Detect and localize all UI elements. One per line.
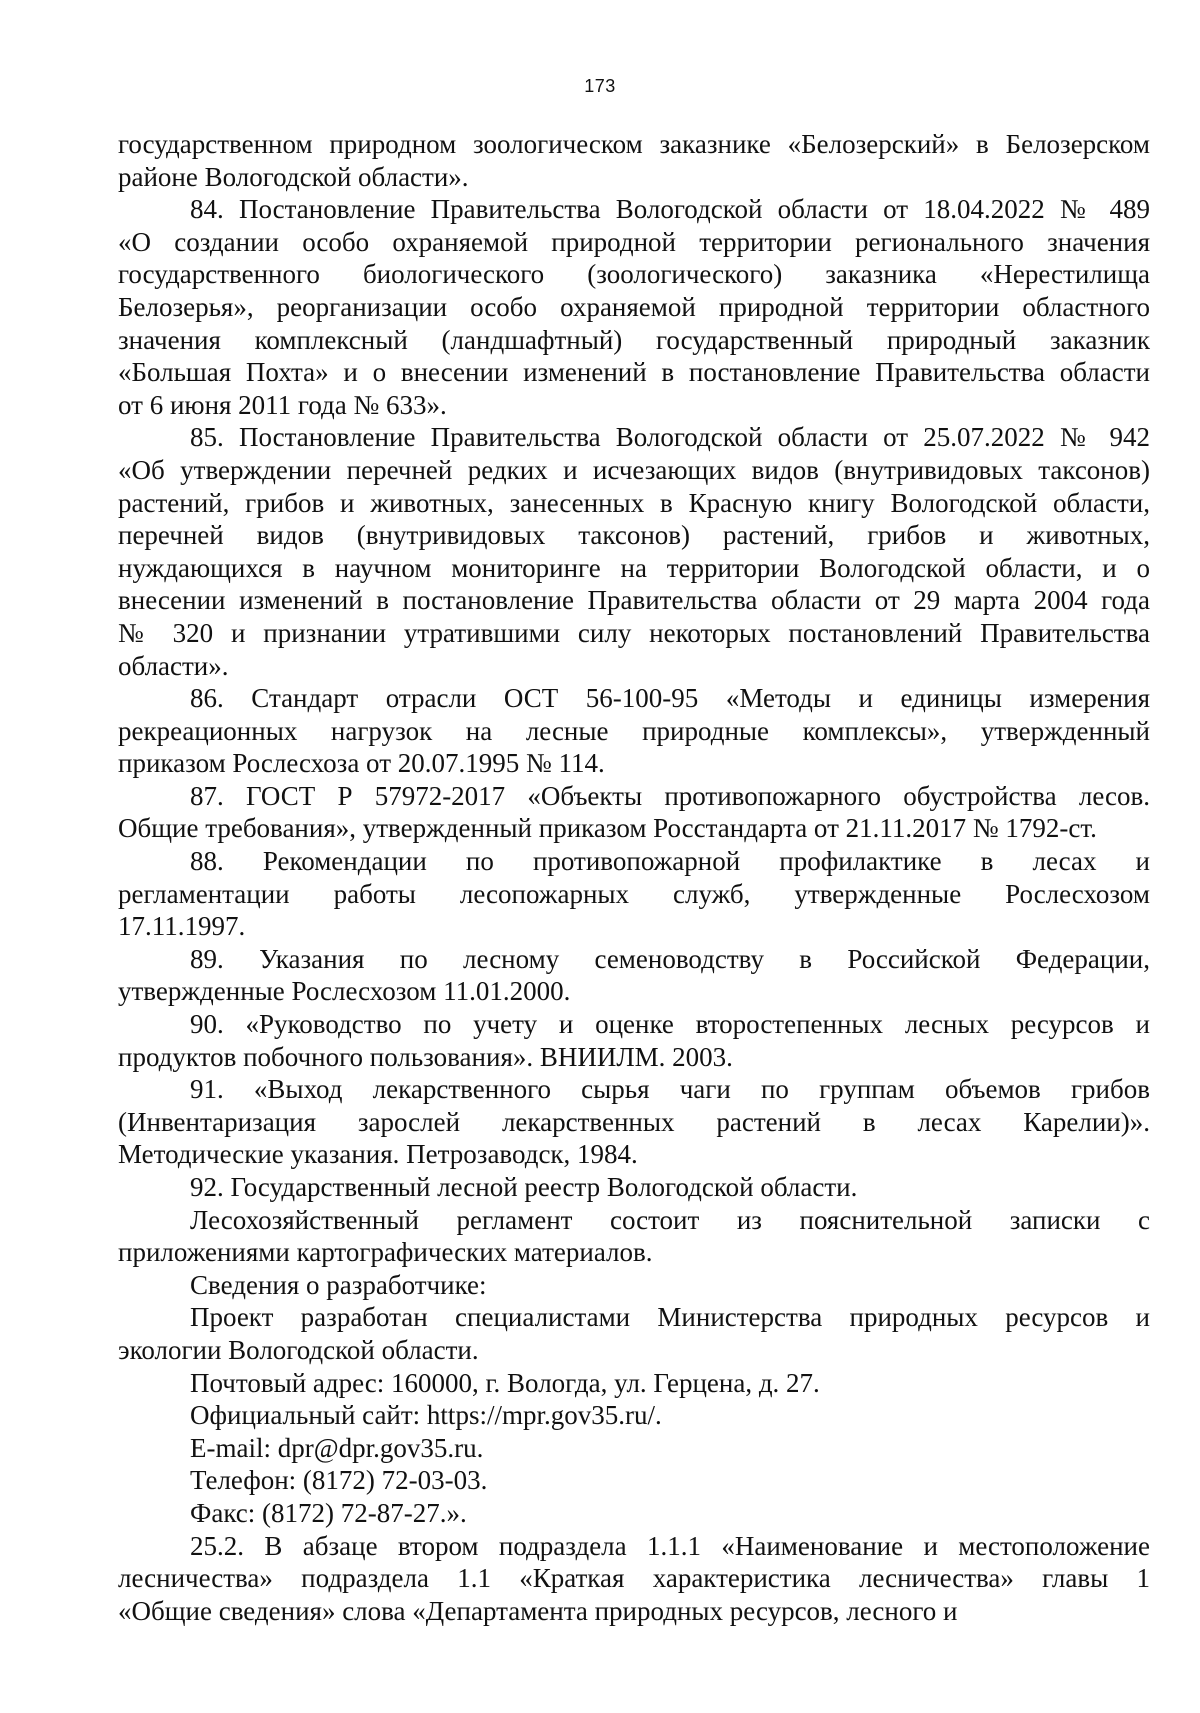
text-line: государственном природном зоологическом заказнике «Белозерский» в Белозерском — [118, 129, 1150, 159]
paragraph — [118, 682, 1150, 780]
text-line: продуктов побочного пользования». ВНИИЛМ. 2003. — [118, 1041, 733, 1072]
text-line: утвержденные Рослесхозом 11.01.2000. — [118, 976, 571, 1007]
text-line: 91. «Выход лекарственного сырья чаги по группам объемов грибов — [190, 1074, 1150, 1105]
paragraph — [118, 1204, 1150, 1269]
paragraph — [118, 1432, 1150, 1465]
paragraph — [118, 193, 1150, 421]
paragraph — [118, 1367, 1150, 1400]
text-line: Лесохозяйственный регламент состоит из пояснительной записки с — [190, 1204, 1150, 1235]
text-line: (Инвентаризация зарослей лекарственных растений в лесах Карелии)». — [118, 1106, 1150, 1137]
text-line: 89. Указания по лесному семеноводству в Российской Федерации, — [190, 943, 1150, 974]
text-line: экологии Вологодской области. — [118, 1334, 479, 1365]
text-line: регламентации работы лесопожарных служб, утвержденные Рослесхозом — [118, 878, 1150, 909]
text-line: Почтовый адрес: 160000, г. Вологда, ул. Герцена, д. 27. — [190, 1367, 820, 1398]
page-number: 173 — [584, 76, 616, 96]
text-line: Официальный сайт: https://mpr.gov35.ru/. — [190, 1400, 662, 1431]
text-line: значения комплексный (ландшафтный) государственный природный заказник — [118, 324, 1150, 355]
paragraph — [118, 845, 1150, 943]
text-line: районе Вологодской области». — [118, 161, 469, 192]
text-line: Общие требования», утвержденный приказом Росстандарта от 21.11.2017 № 1792-ст. — [118, 813, 1097, 844]
text-line: Белозерья», реорганизации особо охраняемой природной территории областного — [118, 291, 1150, 322]
text-line: 86. Стандарт отрасли ОСТ 56-100-95 «Методы и единицы измерения — [190, 683, 1150, 714]
text-line: Телефон: (8172) 72-03-03. — [190, 1465, 488, 1496]
text-line: 85. Постановление Правительства Вологодской области от 25.07.2022 № 942 — [190, 422, 1150, 453]
text-line: 17.11.1997. — [118, 911, 246, 942]
text-line: лесничества» подраздела 1.1 «Краткая характеристика лесничества» главы 1 — [118, 1563, 1150, 1594]
paragraph — [118, 1073, 1150, 1171]
text-line: Сведения о разработчике: — [190, 1269, 487, 1300]
paragraph — [118, 128, 1150, 193]
text-line: E-mail: dpr@dpr.gov35.ru. — [190, 1432, 484, 1463]
paragraph — [118, 1497, 1150, 1530]
text-line: 92. Государственный лесной реестр Вологодской области. — [190, 1172, 858, 1202]
text-line: нуждающихся в научном мониторинге на территории Вологодской области, и о — [118, 552, 1150, 583]
text-line: 88. Рекомендации по противопожарной профилактике в лесах и — [190, 846, 1150, 877]
text-line: 84. Постановление Правительства Вологодской области от 18.04.2022 № 489 — [190, 194, 1150, 225]
text-line: приложениями картографических материалов. — [118, 1237, 653, 1268]
document-body — [118, 128, 1150, 1627]
text-line: «Общие сведения» слова «Департамента природных ресурсов, лесного и — [118, 1595, 958, 1626]
paragraph — [118, 1530, 1150, 1628]
paragraph — [118, 943, 1150, 1008]
text-line: растений, грибов и животных, занесенных в Красную книгу Вологодской области, — [118, 487, 1150, 518]
text-line: 90. «Руководство по учету и оценке второстепенных лесных ресурсов и — [190, 1009, 1150, 1040]
text-line: приказом Рослесхоза от 20.07.1995 № 114. — [118, 748, 605, 779]
text-line: государственного биологического (зоологического) заказника «Нерестилища — [118, 259, 1150, 290]
paragraph — [118, 780, 1150, 845]
text-line: «Большая Похта» и о внесении изменений в постановление Правительства области — [118, 357, 1150, 388]
text-line: «Об утверждении перечней редких и исчезающих видов (внутривидовых таксонов) — [118, 454, 1150, 485]
paragraph — [118, 1399, 1150, 1432]
text-line: Проект разработан специалистами Министерства природных ресурсов и — [190, 1302, 1150, 1333]
paragraph — [118, 1269, 1150, 1302]
paragraph — [118, 1464, 1150, 1497]
text-line: рекреационных нагрузок на лесные природные комплексы», утвержденный — [118, 715, 1150, 746]
text-line: № 320 и признании утратившими силу некоторых постановлений Правительства — [118, 617, 1150, 648]
paragraph — [118, 421, 1150, 682]
text-line: от 6 июня 2011 года № 633». — [118, 389, 447, 420]
text-line: области». — [118, 650, 229, 681]
text-line: Методические указания. Петрозаводск, 1984. — [118, 1139, 638, 1170]
text-line: 87. ГОСТ Р 57972-2017 «Объекты противопожарного обустройства лесов. — [190, 780, 1150, 811]
paragraph — [118, 1171, 1150, 1204]
text-line: внесении изменений в постановление Правительства области от 29 марта 2004 года — [118, 585, 1150, 616]
paragraph — [118, 1301, 1150, 1366]
text-line: 25.2. В абзаце втором подраздела 1.1.1 «Наименование и местоположение — [190, 1530, 1150, 1561]
text-line: Факс: (8172) 72-87-27.». — [190, 1497, 467, 1528]
paragraph — [118, 1008, 1150, 1073]
text-line: «О создании особо охраняемой природной территории регионального значения — [118, 226, 1150, 257]
text-line: перечней видов (внутривидовых таксонов) растений, грибов и животных, — [118, 520, 1150, 551]
